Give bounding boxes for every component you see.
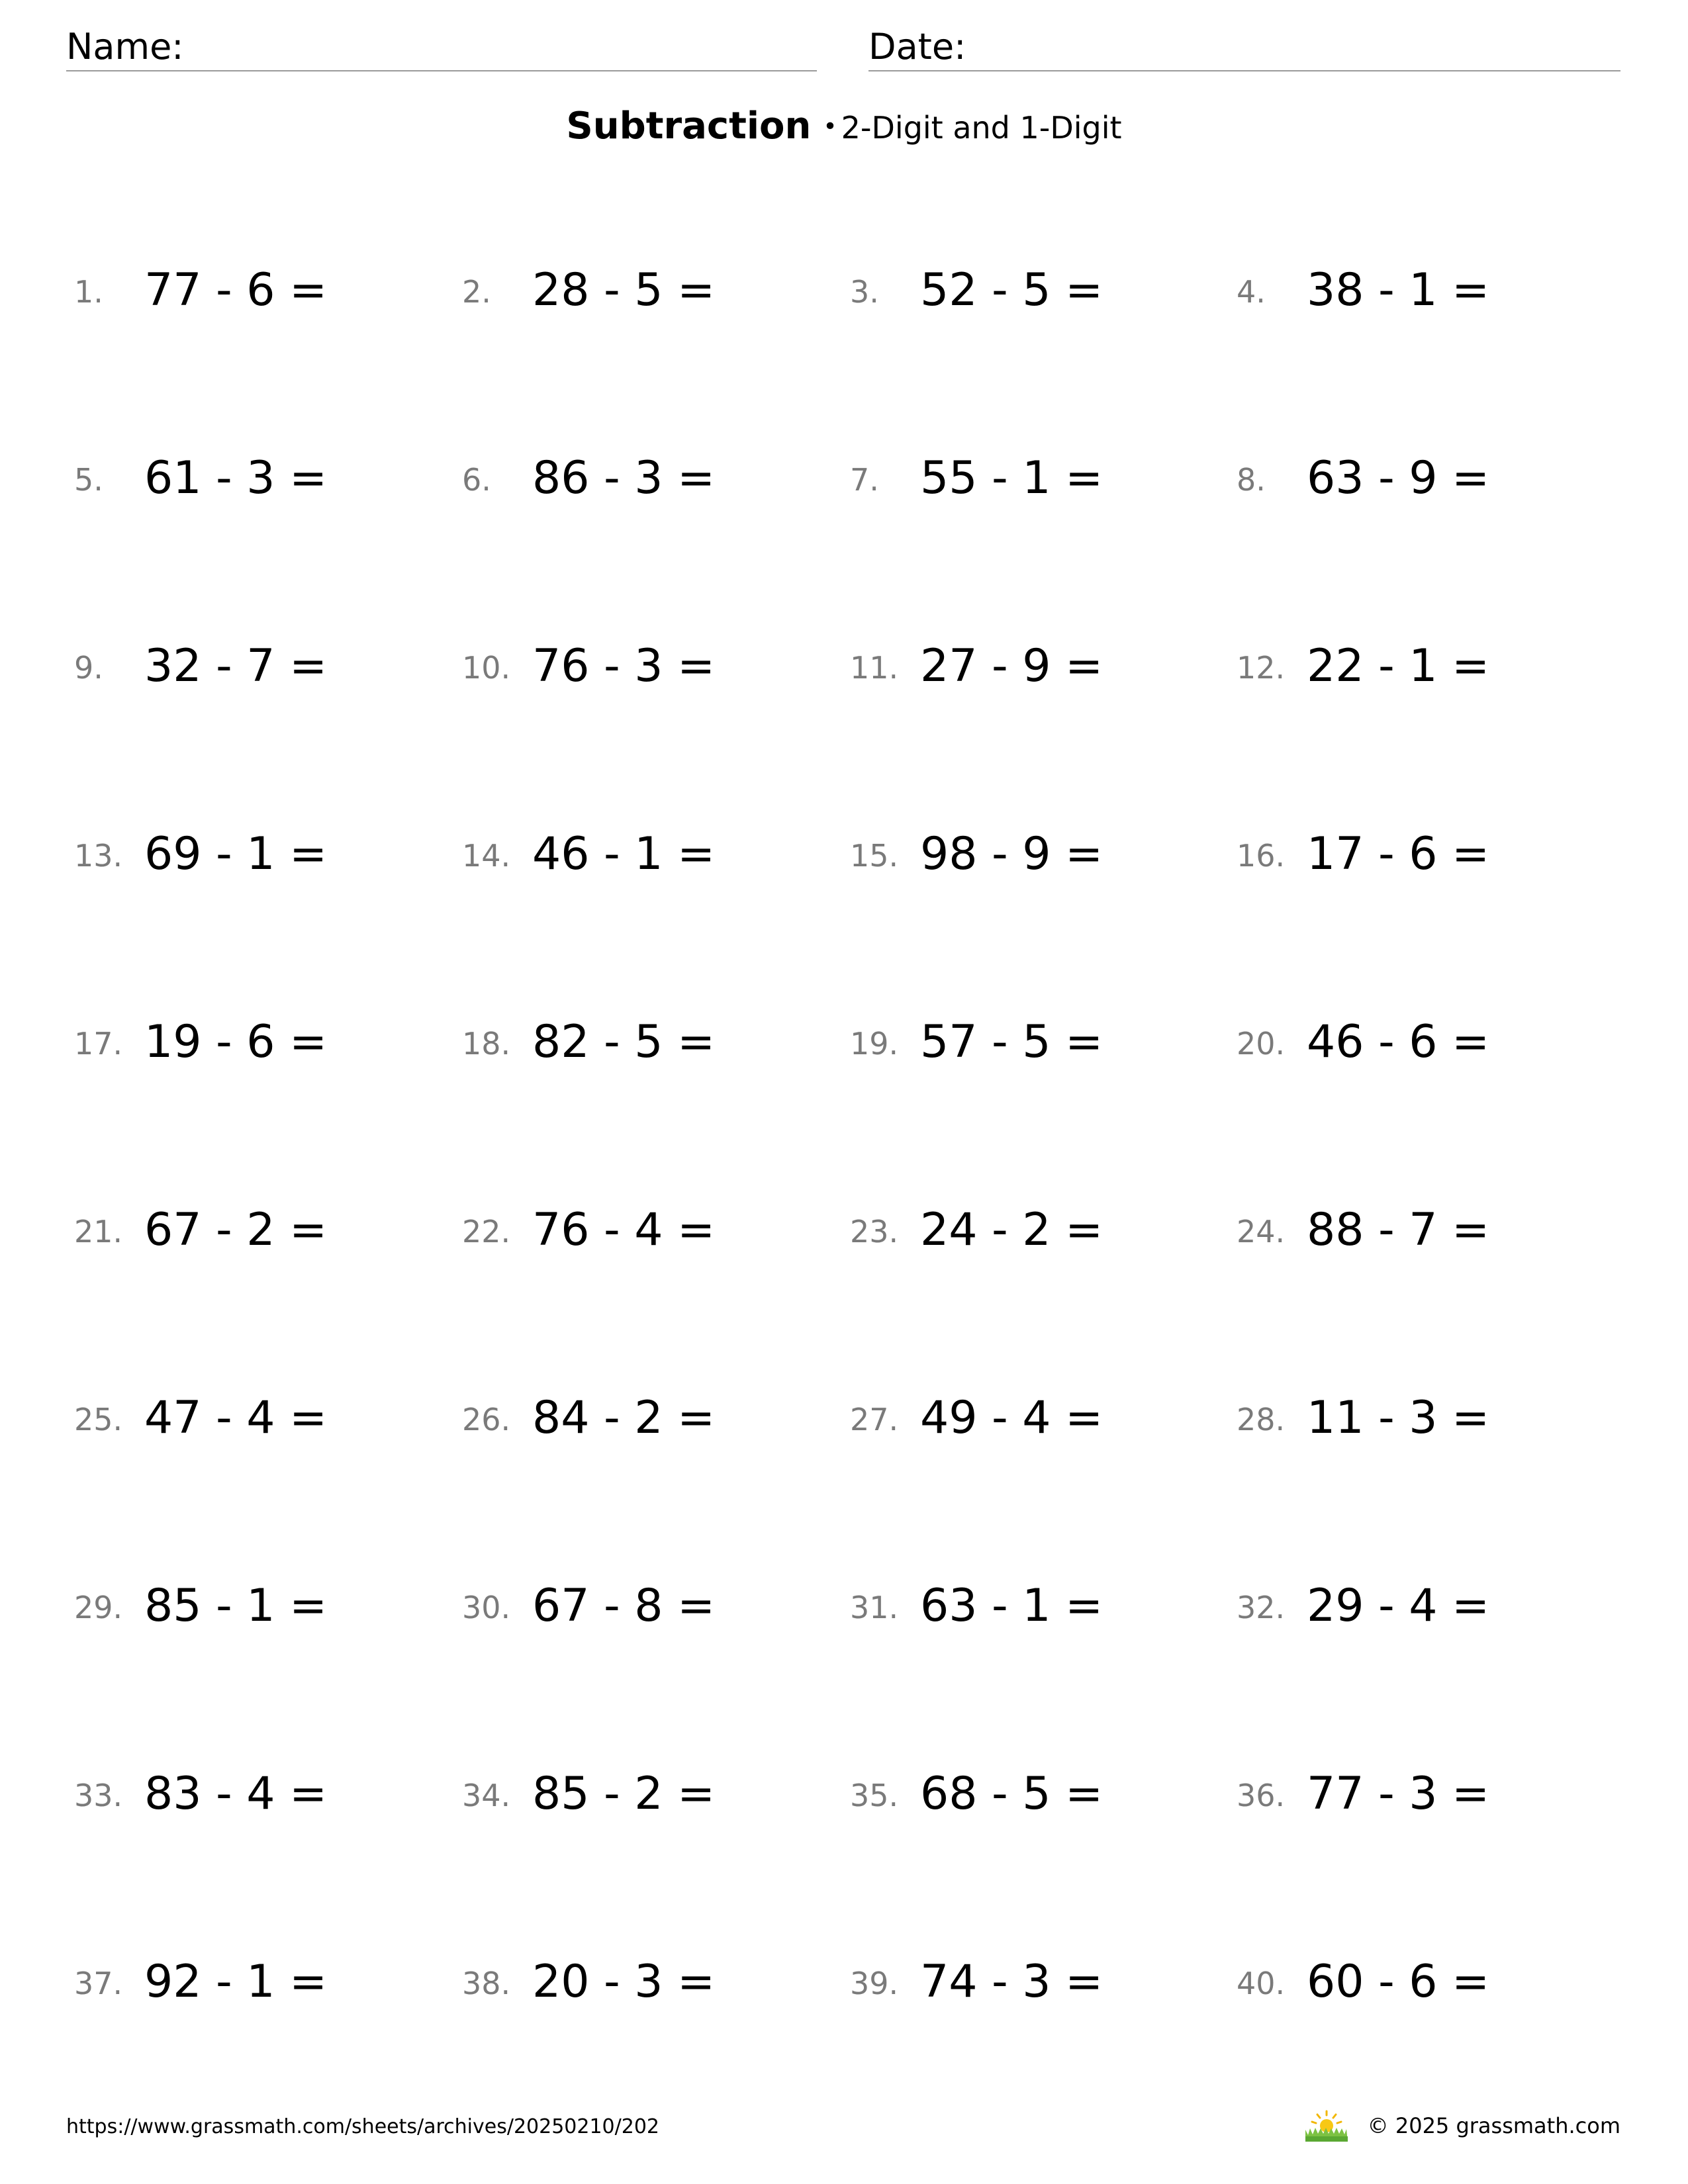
problem-expression: 85 - 2 = <box>532 1768 716 1820</box>
problem-item <box>74 1755 418 1828</box>
problem-item <box>462 251 806 324</box>
problem-expression: 32 - 7 = <box>144 640 328 692</box>
problem-item <box>1237 251 1581 324</box>
problem-expression: 46 - 6 = <box>1307 1016 1490 1068</box>
problem-number: 30. <box>462 1590 511 1625</box>
problem-number: 13. <box>74 838 123 874</box>
problem-item <box>462 1191 806 1264</box>
problem-number: 39. <box>850 1966 899 2001</box>
problem-number: 7. <box>850 462 879 498</box>
problem-item <box>74 1567 418 1640</box>
problem-item <box>1237 627 1581 700</box>
problem-number: 5. <box>74 462 103 498</box>
problem-number: 17. <box>74 1026 123 1062</box>
problem-item <box>462 1755 806 1828</box>
problem-number: 15. <box>850 838 899 874</box>
problem-expression: 60 - 6 = <box>1307 1956 1490 2008</box>
problem-number: 3. <box>850 274 879 310</box>
problem-item <box>1237 1191 1581 1264</box>
title-subtitle: 2-Digit and 1-Digit <box>841 110 1122 146</box>
problem-expression: 82 - 5 = <box>532 1016 716 1068</box>
name-label: Name: <box>66 26 184 68</box>
problem-item <box>850 1379 1194 1452</box>
problem-item <box>850 1567 1194 1640</box>
problem-item <box>74 627 418 700</box>
problem-number: 27. <box>850 1402 899 1437</box>
problem-item <box>74 1943 418 2016</box>
problem-number: 6. <box>462 462 491 498</box>
problem-expression: 38 - 1 = <box>1307 264 1490 316</box>
problem-number: 16. <box>1237 838 1286 874</box>
problem-item <box>850 1191 1194 1264</box>
problem-number: 2. <box>462 274 491 310</box>
problem-expression: 61 - 3 = <box>144 452 328 504</box>
problem-number: 23. <box>850 1214 899 1250</box>
problem-item <box>1237 1567 1581 1640</box>
problem-item <box>850 1003 1194 1076</box>
problem-number: 10. <box>462 650 511 686</box>
problem-expression: 19 - 6 = <box>144 1016 328 1068</box>
problem-expression: 57 - 5 = <box>920 1016 1103 1068</box>
problem-item <box>462 1379 806 1452</box>
problem-expression: 83 - 4 = <box>144 1768 328 1820</box>
date-label: Date: <box>868 26 966 68</box>
problem-item <box>850 251 1194 324</box>
problem-item <box>462 439 806 512</box>
problem-expression: 85 - 1 = <box>144 1580 328 1632</box>
problem-item <box>74 1191 418 1264</box>
footer-brand <box>1304 2109 1620 2143</box>
problem-expression: 46 - 1 = <box>532 828 716 880</box>
problem-expression: 52 - 5 = <box>920 264 1103 316</box>
problem-number: 40. <box>1237 1966 1286 2001</box>
problem-number: 28. <box>1237 1402 1286 1437</box>
problem-expression: 77 - 6 = <box>144 264 328 316</box>
problem-item <box>462 1003 806 1076</box>
problem-expression: 77 - 3 = <box>1307 1768 1490 1820</box>
problem-expression: 67 - 2 = <box>144 1204 328 1256</box>
problem-number: 36. <box>1237 1778 1286 1813</box>
problem-number: 1. <box>74 274 103 310</box>
problem-expression: 76 - 3 = <box>532 640 716 692</box>
title-separator: • <box>823 113 837 140</box>
problem-expression: 63 - 1 = <box>920 1580 1103 1632</box>
problem-number: 12. <box>1237 650 1286 686</box>
footer-copyright: © 2025 grassmath.com <box>1367 2113 1620 2138</box>
problem-number: 4. <box>1237 274 1266 310</box>
problem-expression: 63 - 9 = <box>1307 452 1490 504</box>
problem-number: 31. <box>850 1590 899 1625</box>
problem-item <box>1237 1003 1581 1076</box>
problem-item <box>1237 1379 1581 1452</box>
problem-expression: 69 - 1 = <box>144 828 328 880</box>
problem-item <box>1237 815 1581 888</box>
problem-expression: 20 - 3 = <box>532 1956 716 2008</box>
problem-expression: 92 - 1 = <box>144 1956 328 2008</box>
problem-expression: 28 - 5 = <box>532 264 716 316</box>
problem-number: 35. <box>850 1778 899 1813</box>
problem-number: 38. <box>462 1966 511 2001</box>
problem-number: 24. <box>1237 1214 1286 1250</box>
problem-item <box>850 815 1194 888</box>
date-field[interactable] <box>868 24 1620 71</box>
problem-item <box>74 251 418 324</box>
problem-number: 32. <box>1237 1590 1286 1625</box>
problem-expression: 74 - 3 = <box>920 1956 1103 2008</box>
problem-expression: 29 - 4 = <box>1307 1580 1490 1632</box>
problem-expression: 88 - 7 = <box>1307 1204 1490 1256</box>
problem-expression: 84 - 2 = <box>532 1392 716 1444</box>
problem-expression: 47 - 4 = <box>144 1392 328 1444</box>
problem-item <box>850 1755 1194 1828</box>
problem-item <box>74 439 418 512</box>
problem-item <box>850 627 1194 700</box>
problem-expression: 49 - 4 = <box>920 1392 1103 1444</box>
problem-expression: 17 - 6 = <box>1307 828 1490 880</box>
problem-expression: 76 - 4 = <box>532 1204 716 1256</box>
problem-number: 18. <box>462 1026 511 1062</box>
problem-item <box>850 1943 1194 2016</box>
problem-item <box>462 1943 806 2016</box>
problem-expression: 67 - 8 = <box>532 1580 716 1632</box>
problem-number: 34. <box>462 1778 511 1813</box>
problem-expression: 86 - 3 = <box>532 452 716 504</box>
grass-sun-logo-icon <box>1304 2110 1349 2142</box>
problem-item <box>1237 1943 1581 2016</box>
problem-number: 33. <box>74 1778 123 1813</box>
problem-expression: 68 - 5 = <box>920 1768 1103 1820</box>
problem-expression: 11 - 3 = <box>1307 1392 1490 1444</box>
problem-number: 9. <box>74 650 103 686</box>
problem-expression: 24 - 2 = <box>920 1204 1103 1256</box>
problem-item <box>462 627 806 700</box>
title-main: Subtraction <box>566 105 812 148</box>
problem-item <box>74 1003 418 1076</box>
footer-url: https://www.grassmath.com/sheets/archives/20250210/202 <box>66 2115 660 2138</box>
problem-number: 8. <box>1237 462 1266 498</box>
problem-number: 26. <box>462 1402 511 1437</box>
problem-expression: 98 - 9 = <box>920 828 1103 880</box>
problem-number: 37. <box>74 1966 123 2001</box>
problem-number: 29. <box>74 1590 123 1625</box>
problem-number: 19. <box>850 1026 899 1062</box>
problem-item <box>1237 439 1581 512</box>
problem-item <box>74 815 418 888</box>
problem-item <box>462 1567 806 1640</box>
problem-item <box>462 815 806 888</box>
name-field[interactable] <box>66 24 817 71</box>
problem-number: 11. <box>850 650 899 686</box>
worksheet-title <box>0 105 1688 148</box>
problem-grid <box>0 251 1688 2158</box>
problem-expression: 22 - 1 = <box>1307 640 1490 692</box>
problem-number: 21. <box>74 1214 123 1250</box>
problem-expression: 55 - 1 = <box>920 452 1103 504</box>
problem-number: 25. <box>74 1402 123 1437</box>
problem-number: 22. <box>462 1214 511 1250</box>
problem-number: 14. <box>462 838 511 874</box>
problem-item <box>850 439 1194 512</box>
problem-expression: 27 - 9 = <box>920 640 1103 692</box>
problem-item <box>74 1379 418 1452</box>
problem-item <box>1237 1755 1581 1828</box>
problem-number: 20. <box>1237 1026 1286 1062</box>
